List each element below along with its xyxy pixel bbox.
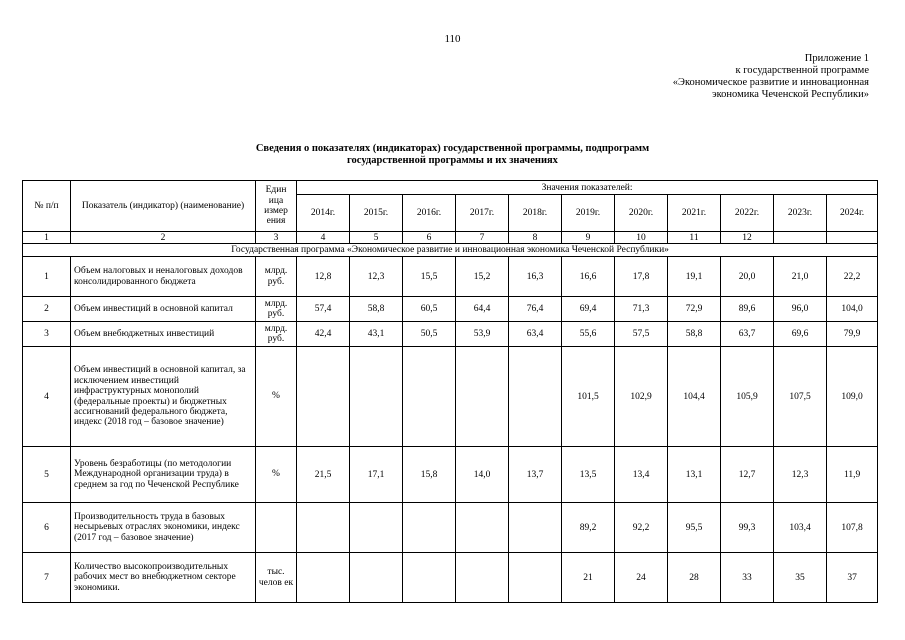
value-cell: 22,2: [827, 257, 878, 297]
appendix-line: «Экономическое развитие и инновационная: [672, 77, 869, 88]
value-cell: 11,9: [827, 447, 878, 503]
appendix-line: экономика Чеченской Республики»: [712, 89, 869, 100]
column-number: [827, 232, 878, 244]
column-numbers-row: [23, 232, 878, 244]
table-row: [23, 347, 878, 447]
table-row: [23, 297, 878, 322]
unit-cell: %: [256, 447, 297, 503]
indicator-name: Объем внебюджетных инвестиций: [71, 322, 256, 347]
value-cell: 71,3: [615, 297, 668, 322]
value-cell: 12,3: [350, 257, 403, 297]
value-cell: 53,9: [456, 322, 509, 347]
value-cell: 37: [827, 553, 878, 603]
value-cell: 13,1: [668, 447, 721, 503]
header-num: № п/п: [23, 181, 71, 232]
value-cell: 104,0: [827, 297, 878, 322]
value-cell: 63,4: [509, 322, 562, 347]
value-cell: 15,8: [403, 447, 456, 503]
value-cell: 14,0: [456, 447, 509, 503]
appendix-line: к государственной программе: [735, 65, 869, 76]
value-cell: 107,8: [827, 503, 878, 553]
header-indicator: Показатель (индикатор) (наименование): [71, 181, 256, 232]
table-row: [23, 503, 878, 553]
value-cell: 13,5: [562, 447, 615, 503]
header-values-group: Значения показателей:: [297, 181, 878, 195]
row-number: 1: [23, 257, 71, 297]
row-number: 4: [23, 347, 71, 447]
value-cell: 95,5: [668, 503, 721, 553]
value-cell: 60,5: [403, 297, 456, 322]
column-number: 5: [350, 232, 403, 244]
row-number: 7: [23, 553, 71, 603]
value-cell: 16,6: [562, 257, 615, 297]
value-cell: [509, 503, 562, 553]
value-cell: 28: [668, 553, 721, 603]
unit-cell: тыс. челов ек: [256, 553, 297, 603]
column-number: [774, 232, 827, 244]
column-number: 4: [297, 232, 350, 244]
value-cell: 50,5: [403, 322, 456, 347]
value-cell: 15,2: [456, 257, 509, 297]
value-cell: 20,0: [721, 257, 774, 297]
title-line: государственной программы и их значениях: [347, 155, 558, 166]
unit-cell: %: [256, 347, 297, 447]
value-cell: 96,0: [774, 297, 827, 322]
value-cell: 104,4: [668, 347, 721, 447]
column-number: 8: [509, 232, 562, 244]
header-row: [23, 181, 878, 195]
column-number: 10: [615, 232, 668, 244]
table-row: [23, 322, 878, 347]
value-cell: 69,6: [774, 322, 827, 347]
header-year: 2016г.: [403, 195, 456, 232]
value-cell: 76,4: [509, 297, 562, 322]
unit-cell: [256, 503, 297, 553]
header-year: 2017г.: [456, 195, 509, 232]
unit-cell: млрд. руб.: [256, 322, 297, 347]
row-number: 5: [23, 447, 71, 503]
value-cell: [509, 347, 562, 447]
value-cell: 99,3: [721, 503, 774, 553]
header-year: 2023г.: [774, 195, 827, 232]
column-number: 7: [456, 232, 509, 244]
appendix-note: [673, 53, 869, 101]
row-number: 6: [23, 503, 71, 553]
column-number: 9: [562, 232, 615, 244]
appendix-line: Приложение 1: [804, 53, 869, 64]
value-cell: 35: [774, 553, 827, 603]
table-row: [23, 447, 878, 503]
header-year: 2014г.: [297, 195, 350, 232]
header-year: 2022г.: [721, 195, 774, 232]
value-cell: [350, 347, 403, 447]
value-cell: 105,9: [721, 347, 774, 447]
indicator-name: Количество высокопроизводительных рабочих мест во внебюджетном секторе экономики.: [71, 553, 256, 603]
value-cell: 15,5: [403, 257, 456, 297]
value-cell: 103,4: [774, 503, 827, 553]
column-number: 3: [256, 232, 297, 244]
value-cell: 24: [615, 553, 668, 603]
indicator-name: Уровень безработицы (по методологии Международной организации труда) в среднем за год по Чеченской Республике: [71, 447, 256, 503]
header-year: 2015г.: [350, 195, 403, 232]
value-cell: 102,9: [615, 347, 668, 447]
row-number: 3: [23, 322, 71, 347]
value-cell: 57,5: [615, 322, 668, 347]
value-cell: 55,6: [562, 322, 615, 347]
value-cell: 13,4: [615, 447, 668, 503]
header-year: 2021г.: [668, 195, 721, 232]
value-cell: [509, 553, 562, 603]
indicator-name: Объем налоговых и неналоговых доходов консолидированного бюджета: [71, 257, 256, 297]
column-number: 1: [23, 232, 71, 244]
header-unit: Един ица измер ения: [256, 181, 297, 232]
section-title: Государственная программа «Экономическое развитие и инновационная экономика Чеченской Республики»: [23, 244, 878, 257]
value-cell: 63,7: [721, 322, 774, 347]
unit-cell: млрд. руб.: [256, 257, 297, 297]
value-cell: [403, 347, 456, 447]
value-cell: 17,8: [615, 257, 668, 297]
value-cell: [297, 347, 350, 447]
value-cell: [456, 553, 509, 603]
value-cell: 72,9: [668, 297, 721, 322]
value-cell: 13,7: [509, 447, 562, 503]
value-cell: [403, 503, 456, 553]
value-cell: 33: [721, 553, 774, 603]
column-number: 6: [403, 232, 456, 244]
value-cell: 101,5: [562, 347, 615, 447]
value-cell: 79,9: [827, 322, 878, 347]
value-cell: [350, 503, 403, 553]
table-row: [23, 553, 878, 603]
value-cell: [350, 553, 403, 603]
table-row: [23, 257, 878, 297]
value-cell: 89,6: [721, 297, 774, 322]
indicator-name: Производительность труда в базовых несырьевых отраслях экономики, индекс (2017 год – базовое значение): [71, 503, 256, 553]
document-title: [0, 143, 905, 167]
value-cell: [403, 553, 456, 603]
value-cell: 16,3: [509, 257, 562, 297]
section-row: [23, 244, 878, 257]
value-cell: 43,1: [350, 322, 403, 347]
value-cell: 92,2: [615, 503, 668, 553]
value-cell: 69,4: [562, 297, 615, 322]
value-cell: [456, 347, 509, 447]
value-cell: [297, 503, 350, 553]
header-year: 2024г.: [827, 195, 878, 232]
value-cell: [456, 503, 509, 553]
value-cell: 12,7: [721, 447, 774, 503]
value-cell: 57,4: [297, 297, 350, 322]
value-cell: 21: [562, 553, 615, 603]
indicator-name: Объем инвестиций в основной капитал, за исключением инвестиций инфраструктурных монополий (федеральные проекты) и бюджетных ассигнований федерального бюджета, индекс (2018 год – базовое значение): [71, 347, 256, 447]
value-cell: 12,3: [774, 447, 827, 503]
column-number: 2: [71, 232, 256, 244]
value-cell: 12,8: [297, 257, 350, 297]
indicators-table: [22, 180, 878, 603]
value-cell: 21,0: [774, 257, 827, 297]
value-cell: 89,2: [562, 503, 615, 553]
column-number: 11: [668, 232, 721, 244]
unit-cell: млрд. руб.: [256, 297, 297, 322]
value-cell: [297, 553, 350, 603]
header-year: 2018г.: [509, 195, 562, 232]
page-number: 110: [444, 33, 461, 45]
header-year: 2019г.: [562, 195, 615, 232]
value-cell: 107,5: [774, 347, 827, 447]
row-number: 2: [23, 297, 71, 322]
value-cell: 58,8: [350, 297, 403, 322]
value-cell: 64,4: [456, 297, 509, 322]
value-cell: 109,0: [827, 347, 878, 447]
header-year: 2020г.: [615, 195, 668, 232]
value-cell: 17,1: [350, 447, 403, 503]
column-number: 12: [721, 232, 774, 244]
value-cell: 19,1: [668, 257, 721, 297]
value-cell: 42,4: [297, 322, 350, 347]
value-cell: 58,8: [668, 322, 721, 347]
indicator-name: Объем инвестиций в основной капитал: [71, 297, 256, 322]
title-line: Сведения о показателях (индикаторах) государственной программы, подпрограмм: [255, 143, 650, 154]
value-cell: 21,5: [297, 447, 350, 503]
